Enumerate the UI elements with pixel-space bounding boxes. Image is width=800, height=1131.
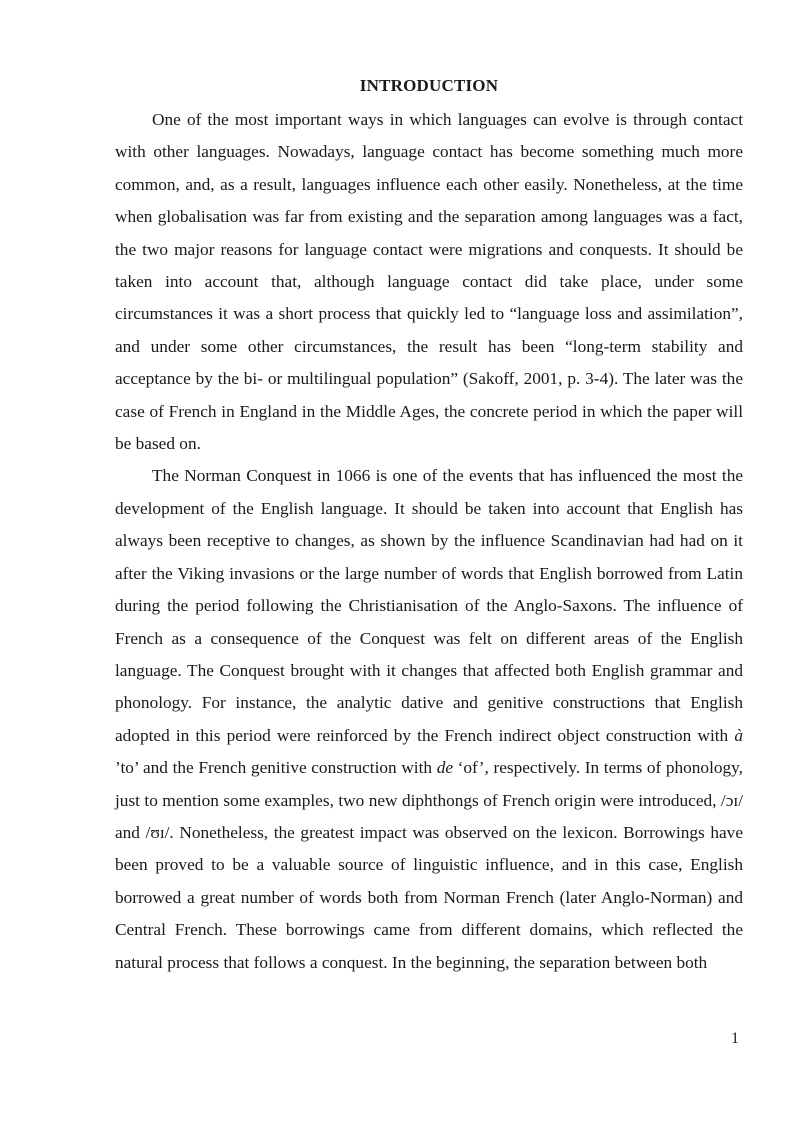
paragraph-2-text-part-1: The Norman Conquest in 1066 is one of the events that has influenced the most the development of the English language. It should be taken into account that English has always been receptive to changes, as shown by the influence Scandinavian had had on it after the Viking invasions or the large number of words that English borrowed from Latin during the period following the Christianisation of the Anglo-Saxons. The influence of French as a consequence of the Conquest was felt on different areas of the English language. The Conquest brought with it changes that affected both English grammar and phonology. For instance, the analytic dative and genitive constructions that English adopted in this period were reinforced by the French indirect object construction with <box>115 466 743 745</box>
paragraph-1 <box>115 104 743 460</box>
italic-french-preposition-de: de <box>436 758 453 778</box>
section-heading: INTRODUCTION <box>359 76 499 95</box>
paragraph-2-text-part-2: ’to’ and the French genitive construction with <box>115 758 437 778</box>
page-number: 1 <box>731 1030 739 1047</box>
paragraph-2-text-part-3: ‘of’, respectively. In terms of phonology, just to mention some examples, two new diphthongs of French origin were introduced, /ɔɪ/ and /ʊɪ/. Nonetheless, the greatest impact was observed on the lexicon. Borrowings have been proved to be a valuable source of linguistic influence, and in this case, English borrowed a great number of words both from Norman French (later Anglo-Norman) and Central French. These borrowings came from different domains, which reflected the natural process that follows a conquest. In the beginning, the separation between both <box>115 758 743 972</box>
paragraph-1-text: One of the most important ways in which languages can evolve is through contact with other languages. Nowadays, language contact has become something much more common, and, as a result, languages influence each other easily. Nonetheless, at the time when globalisation was far from existing and the separation among languages was a fact, the two major reasons for language contact were migrations and conquests. It should be taken into account that, although language contact did take place, under some circumstances it was a short process that quickly led to “language loss and assimilation”, and under some other circumstances, the result has been “long-term stability and acceptance by the bi- or multilingual population” (Sakoff, 2001, p. 3-4). The later was the case of French in England in the Middle Ages, the concrete period in which the paper will be based on. <box>115 110 743 454</box>
paragraph-2 <box>115 460 743 979</box>
italic-french-preposition-a: à <box>734 725 743 745</box>
body-text <box>115 104 743 979</box>
